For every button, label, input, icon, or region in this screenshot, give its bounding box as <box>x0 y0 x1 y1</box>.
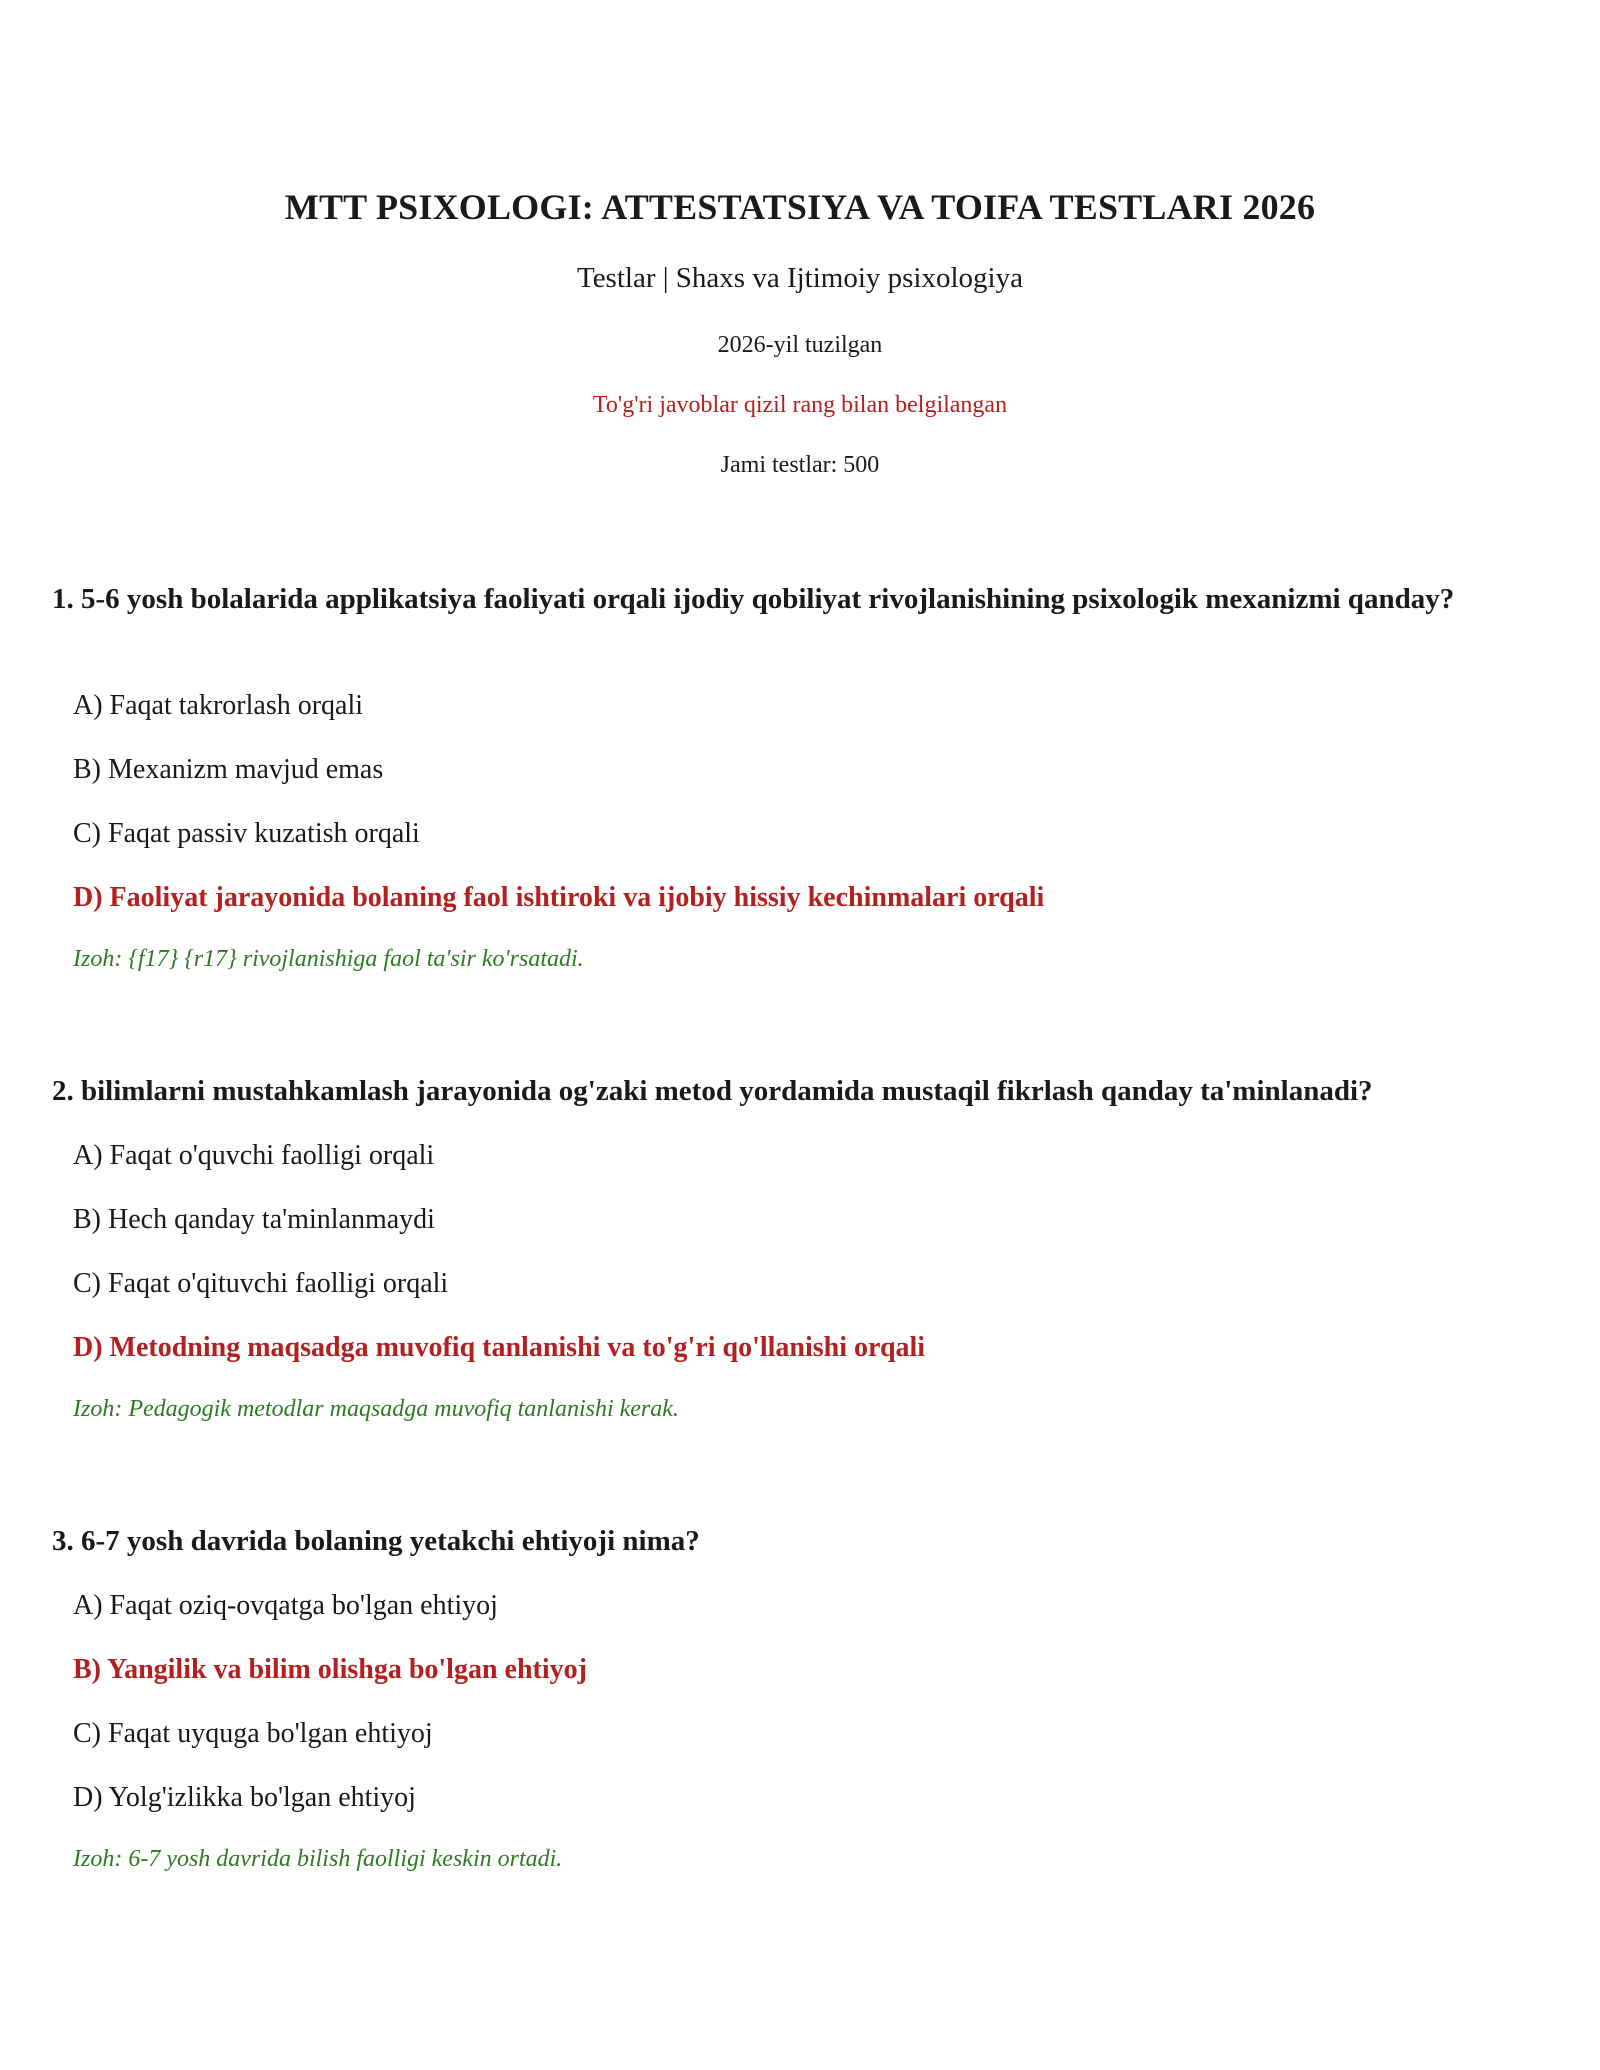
page-subtitle: Testlar | Shaxs va Ijtimoiy psixologiya <box>577 262 1023 294</box>
question-3-explanation: Izoh: 6-7 yosh davrida bilish faolligi keskin ortadi. <box>73 1846 563 1872</box>
question-3-option-d: D) Yolg'izlikka bo'lgan ehtiyoj <box>73 1782 416 1813</box>
question-1-option-b: B) Mexanizm mavjud emas <box>73 754 384 785</box>
question-3-option-a: A) Faqat oziq-ovqatga bo'lgan ehtiyoj <box>73 1590 498 1621</box>
question-2-option-a: A) Faqat o'quvchi faolligi orqali <box>73 1140 435 1171</box>
question-2-option-c: C) Faqat o'qituvchi faolligi orqali <box>73 1268 449 1299</box>
question-3-text: 3. 6-7 yosh davrida bolaning yetakchi ehtiyoji nima? <box>52 1525 700 1557</box>
question-3-option-b-correct: B) Yangilik va bilim olishga bo'lgan ehtiyoj <box>73 1654 587 1685</box>
question-2-option-b: B) Hech qanday ta'minlanmaydi <box>73 1204 435 1235</box>
correct-answer-legend: To'g'ri javoblar qizil rang bilan belgilangan <box>592 392 1008 418</box>
question-1-option-c: C) Faqat passiv kuzatish orqali <box>73 818 420 849</box>
question-1-option-d-correct: D) Faoliyat jarayonida bolaning faol ishtiroki va ijobiy hissiy kechinmalari orqali <box>73 882 1045 913</box>
page-title: MTT PSIXOLOGI: ATTESTATSIYA VA TOIFA TESTLARI 2026 <box>284 187 1316 227</box>
question-3-option-c: C) Faqat uyquga bo'lgan ehtiyoj <box>73 1718 433 1749</box>
question-1-explanation: Izoh: {f17} {r17} rivojlanishiga faol ta'sir ko'rsatadi. <box>73 946 584 972</box>
question-2-explanation: Izoh: Pedagogik metodlar maqsadga muvofiq tanlanishi kerak. <box>73 1396 679 1422</box>
question-2-text: 2. bilimlarni mustahkamlash jarayonida og'zaki metod yordamida mustaqil fikrlash qanday ta'minlanadi? <box>52 1075 1373 1107</box>
compiled-year: 2026-yil tuzilgan <box>717 332 883 358</box>
question-2-option-d-correct: D) Metodning maqsadga muvofiq tanlanishi va to'g'ri qo'llanishi orqali <box>73 1332 926 1363</box>
question-1-option-a: A) Faqat takrorlash orqali <box>73 690 364 721</box>
question-1-text: 1. 5-6 yosh bolalarida applikatsiya faoliyati orqali ijodiy qobiliyat rivojlanishining psixologik mexanizmi qanday? <box>52 583 1455 615</box>
total-tests: Jami testlar: 500 <box>720 452 880 478</box>
